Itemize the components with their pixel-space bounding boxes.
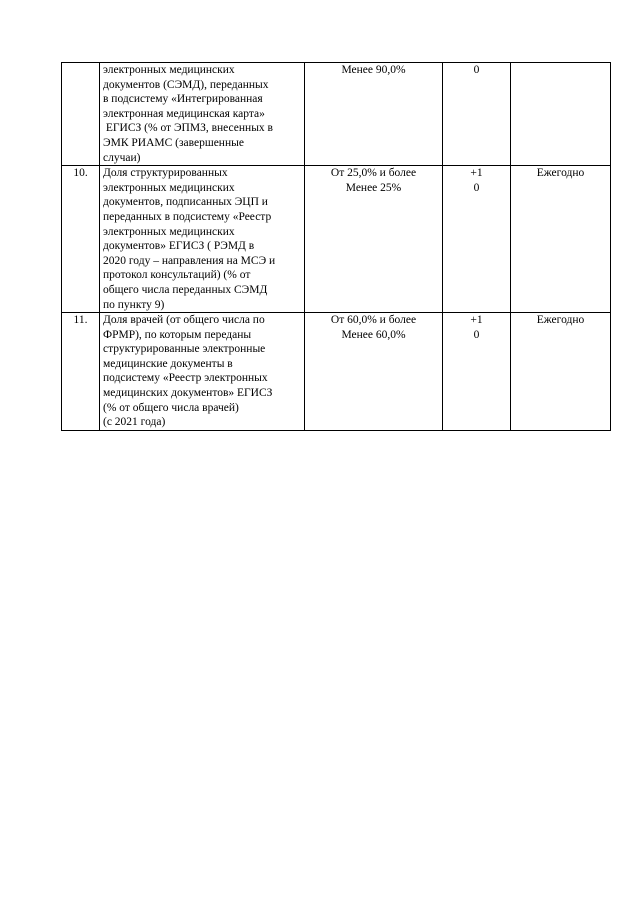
- description-line: ЭМК РИАМС (завершенные: [103, 136, 244, 149]
- period-cell: Ежегодно: [511, 166, 611, 313]
- indicator-description: [100, 313, 305, 431]
- table-row: [62, 166, 611, 313]
- description-line: в подсистему «Интегрированная: [103, 93, 263, 106]
- description-line: общего числа переданных СЭМД: [103, 283, 268, 296]
- description-line: ФРМР), по которым переданы: [103, 328, 252, 341]
- description-line: переданных в подсистему «Реестр: [103, 210, 272, 223]
- row-number: 10.: [62, 166, 100, 313]
- score-line: 0: [473, 64, 480, 76]
- condition-line: Менее 25%: [345, 181, 402, 194]
- condition-cell: [305, 63, 443, 166]
- description-line: случаи): [103, 151, 141, 164]
- description-line: документов» ЕГИСЗ ( РЭМД в: [103, 240, 255, 253]
- row-number: 11.: [62, 313, 100, 431]
- criteria-table: [61, 62, 611, 431]
- condition-line: Менее 90,0%: [341, 64, 406, 76]
- description-line: медицинских документов» ЕГИСЗ: [103, 387, 273, 400]
- table-row: [62, 63, 611, 166]
- description-line: электронная медицинская карта»: [103, 107, 265, 120]
- description-line: 2020 году – направления на МСЭ и: [103, 254, 276, 267]
- condition-cell: [305, 166, 443, 313]
- description-line: структурированные электронные: [103, 343, 266, 356]
- score-line: +1: [470, 314, 483, 327]
- table-row: [62, 313, 611, 431]
- score-cell: [443, 63, 511, 166]
- description-line: протокол консультаций) (% от: [103, 269, 251, 282]
- description-line: Доля структурированных: [103, 167, 228, 180]
- period-cell: [511, 63, 611, 166]
- indicator-description: [100, 63, 305, 166]
- condition-line: Менее 60,0%: [341, 328, 406, 341]
- description-line: (с 2021 года): [103, 416, 166, 429]
- score-line: 0: [473, 328, 480, 341]
- score-cell: [443, 166, 511, 313]
- description-line: Доля врачей (от общего числа по: [103, 314, 265, 327]
- description-line: (% от общего числа врачей): [103, 401, 239, 414]
- description-line: по пункту 9): [103, 298, 165, 311]
- description-line: электронных медицинских: [103, 64, 235, 76]
- description-line: электронных медицинских: [103, 225, 235, 238]
- description-line: медицинские документы в: [103, 357, 233, 370]
- description-line: подсистему «Реестр электронных: [103, 372, 268, 385]
- score-cell: [443, 313, 511, 431]
- indicator-description: [100, 166, 305, 313]
- score-line: 0: [473, 181, 480, 194]
- period-cell: Ежегодно: [511, 313, 611, 431]
- condition-line: От 25,0% и более: [330, 167, 417, 180]
- description-line: документов, подписанных ЭЦП и: [103, 196, 268, 209]
- row-number: [62, 63, 100, 166]
- condition-cell: [305, 313, 443, 431]
- description-line: ЕГИСЗ (% от ЭПМЗ, внесенных в: [103, 122, 273, 135]
- condition-line: От 60,0% и более: [330, 314, 417, 327]
- description-line: документов (СЭМД), переданных: [103, 78, 269, 91]
- description-line: электронных медицинских: [103, 181, 235, 194]
- score-line: +1: [470, 167, 483, 180]
